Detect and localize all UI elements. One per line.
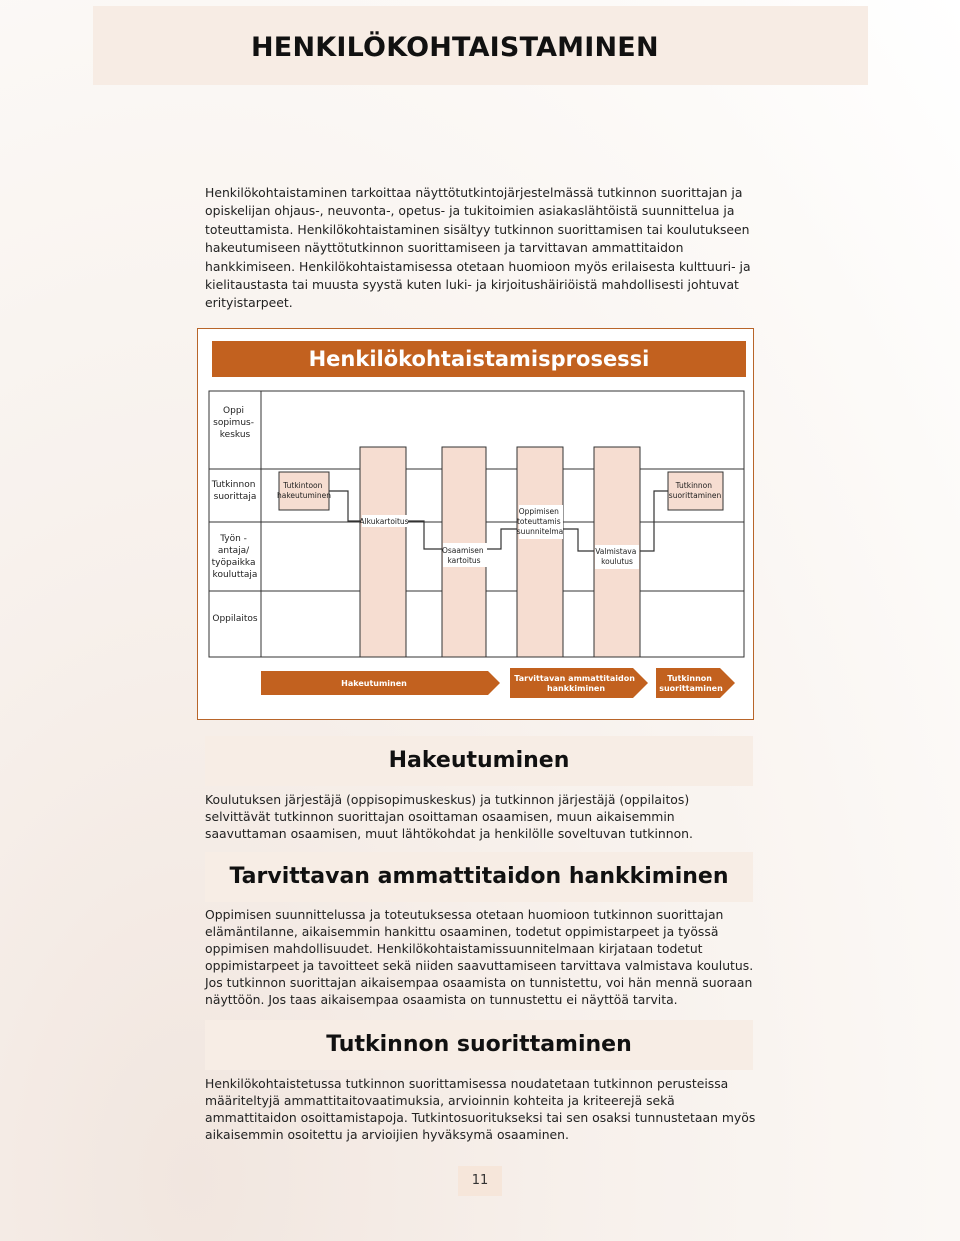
section-text-hankkiminen: Oppimisen suunnittelussa ja toteutuksessa otetaan huomioon tutkinnon suorittajan elämäntilanne, aikaisemmin hankittu osaaminen, todetut oppimistarpeet ja työssä oppimisen mahdollisuudet. Henkilökohtaistamissuunnitelmaan kirjataan todetut oppimistarpeet ja tavoitteet sekä niiden saavuttamiseen tarvittava valmistava koulutus. Jos tutkinnon suorittajan aikaisempaa osaamista on tunnistettu, voi hän mennä suoraan näyttöön. Jos taas aikaisempaa osaamista on tunnustettu ei näyttöä tarvita.	[205, 907, 754, 1007]
intro-paragraph: Henkilökohtaistaminen tarkoittaa näyttötutkintojärjestelmässä tutkinnon suorittajan ja opiskelijan ohjaus-, neuvonta-, opetus- ja tukitoimien asiakaslähtöistä suunnittelua ja toteuttamista. Henkilökohtaistaminen sisältyy tutkinnon suorittamisen tai koulutukseen hakeutumiseen näyttötutkinnon suorittamiseen ja tarvittavan ammattitaidon hankkimiseen. Henkilökohtaistamisessa otetaan huomioon myös erilaisesta kulttuuri- ja kielitaustasta tai muusta syystä kuten luki- ja kirjoitushäiriöistä mahdollisesti johtuvat erityistarpeet.	[205, 185, 751, 311]
flow-arrow	[563, 529, 594, 551]
section-title: Tarvittavan ammattitaidon hankkiminen	[229, 864, 729, 889]
step-box-suunnitelma	[517, 447, 563, 657]
section-title: Hakeutuminen	[388, 748, 570, 773]
section-heading-hakeutuminen	[205, 736, 753, 786]
flow-arrow	[406, 521, 442, 549]
flow-arrow	[486, 529, 517, 549]
diagram-title: Henkilökohtaistamisprosessi	[308, 347, 650, 371]
section-text-suorittaminen: Henkilökohtaistetussa tutkinnon suorittamisessa noudatetaan tutkinnon perusteissa määriteltyjä ammattitaitovaatimuksia, arvioinnin kohteita ja kriteerejä sekä ammattitaidon osoittamistapoja. Tutkintosuoritukseksi tai sen osaksi tunnustetaan myös aikaisemmin osoitettu ja arvioijien hyväksymä osaaminen.	[205, 1076, 756, 1142]
step-label-suunnitelma: Oppimisen toteuttamis suunnitelma	[516, 507, 564, 536]
section-heading-hankkiminen	[205, 852, 753, 902]
step-label-valmistava: Valmistava koulutus	[595, 547, 637, 566]
section-heading-suorittaminen	[205, 1020, 753, 1070]
flow-arrow	[640, 491, 668, 551]
phase-arrow-suorittaminen	[656, 668, 735, 698]
step-label-hakeutuminen: Tutkintoon hakeutuminen	[277, 481, 331, 500]
phase-label-suorittaminen: Tutkinnon suorittaminen	[659, 674, 723, 693]
step-label-alkukartoitus: Alkukartoitus	[359, 517, 409, 526]
step-label-osaamisen-kartoitus: Osaamisen kartoitus	[441, 546, 484, 565]
lane-label-tyonantaja: Työn - antaja/ työpaikka kouluttaja	[211, 534, 258, 580]
process-diagram-svg	[198, 329, 753, 719]
title-band	[93, 6, 868, 85]
lane-label-oppilaitos: Oppilaitos	[212, 614, 258, 624]
process-diagram	[197, 328, 754, 720]
phase-label-hakeutuminen: Hakeutuminen	[341, 679, 407, 688]
step-label-suorittaminen: Tutkinnon suorittaminen	[668, 481, 722, 500]
phase-arrow-hankkiminen	[510, 668, 648, 698]
lane-label-suorittaja: Tutkinnon suorittaja	[211, 480, 257, 502]
phase-label-hankkiminen: Tarvittavan ammattitaidon hankkiminen	[514, 674, 635, 693]
page-title: HENKILÖKOHTAISTAMINEN	[251, 32, 659, 63]
step-box-alkukartoitus	[359, 447, 409, 657]
page-number: 11	[458, 1166, 502, 1196]
lane-label-oppisopimus: Oppi sopimus- keskus	[213, 406, 254, 440]
section-text-hakeutuminen: Koulutuksen järjestäjä (oppisopimuskeskus) ja tutkinnon järjestäjä (oppilaitos) selvittävät tutkinnon suorittajan osoittaman osaamisen, muun aikaisemmin saavuttaman osaamisen, muut lähtökohdat ja henkilölle soveltuvan tutkinnon.	[205, 792, 693, 841]
flow-arrow	[329, 491, 360, 521]
section-title: Tutkinnon suorittaminen	[326, 1032, 632, 1057]
